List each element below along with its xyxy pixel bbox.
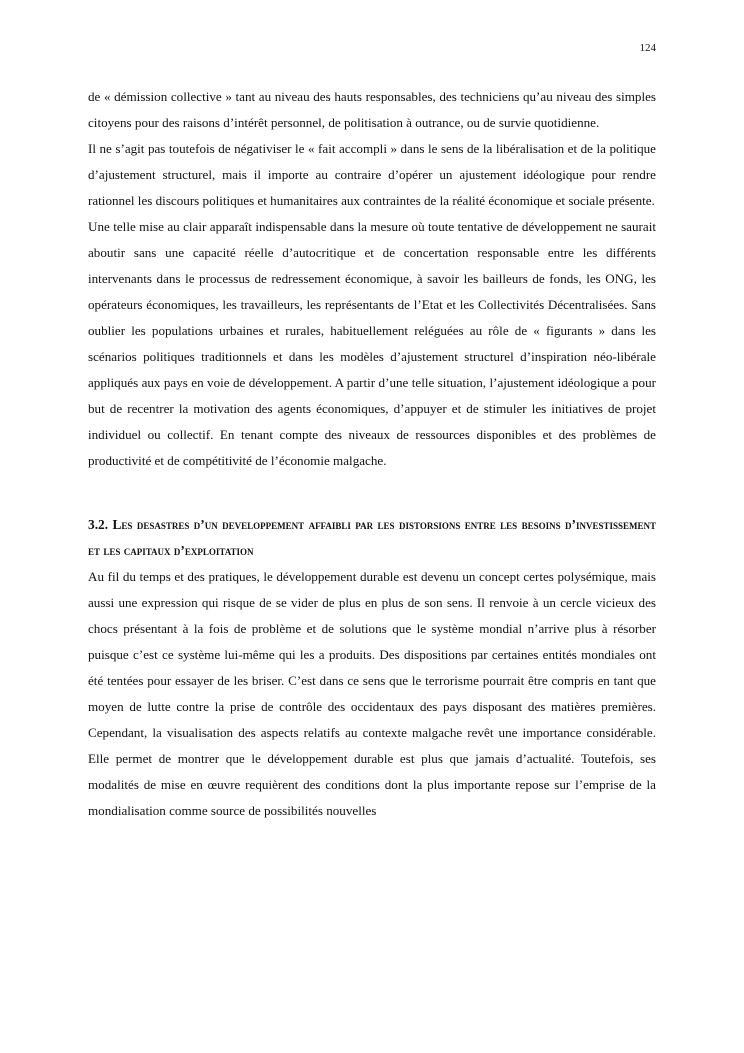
paragraph-continuation: de « démission collective » tant au niveau des hauts responsables, des techniciens qu’au niveau des simples citoyens pour des raisons d’intérêt personnel, de politisation à outrance, ou de survie quotidienne. <box>88 89 656 130</box>
paragraph-ajustement-ideologique: Il ne s’agit pas toutefois de négativiser le « fait accompli » dans le sens de la libéralisation et de la politique d’ajustement structurel, mais il importe au contraire d’opérer un ajustement idéologique pour rendre rationnel les discours politiques et humanitaires aux contraintes de la réalité économique et sociale présente. <box>88 141 656 208</box>
paragraph-developpement-durable: Au fil du temps et des pratiques, le développement durable est devenu un concept certes polysémique, mais aussi une expression qui risque de se vider de plus en plus de son sens. Il renvoie à un cercle vicieux des chocs présentant à la fois de problème et de solutions que le système mondial n’arrive plus à résorber puisque c’est ce système lui-même qui les a produits. Des dispositions par certaines entités mondiales ont été tentées pour essayer de les briser. C’est dans ce sens que le terrorisme pourrait être compris en tant que moyen de lutte contre la prise de contrôle des occidentaux des pays disposant des matières premières. Cependant, la visualisation des aspects relatifs au contexte malgache revêt une importance considérable. Elle permet de montrer que le développement durable est plus que jamais d’actualité. Toutefois, ses modalités de mise en œuvre requièrent des conditions dont la plus importante repose sur l’emprise de la mondialisation comme source de possibilités nouvelles <box>88 569 656 818</box>
page-number: 124 <box>639 42 656 54</box>
section-heading: 3.2. Les desastres d’un developpement affaibli par les distorsions entre les besoins d’investissement et les capitaux d’exploitation <box>88 517 656 558</box>
paragraph-mise-au-clair: Une telle mise au clair apparaît indispensable dans la mesure où toute tentative de développement ne saurait aboutir sans une capacité réelle d’autocritique et de concertation responsable entre les différents intervenants dans le processus de redressement économique, à savoir les bailleurs de fonds, les ONG, les opérateurs économiques, les travailleurs, les représentants de l’Etat et les Collectivités Décentralisées. Sans oublier les populations urbaines et rurales, habituellement reléguées au rôle de « figurants » dans les scénarios politiques traditionnels et dans les modèles d’ajustement structurel d’inspiration néo-libérale appliqués aux pays en voie de développement. A partir d’une telle situation, l’ajustement idéologique a pour but de recentrer la motivation des agents économiques, d’appuyer et de stimuler les initiatives de projet individuel ou collectif. En tenant compte des niveaux de ressources disponibles et des problèmes de productivité et de compétitivité de l’économie malgache. <box>88 219 656 468</box>
document-body <box>88 84 656 824</box>
